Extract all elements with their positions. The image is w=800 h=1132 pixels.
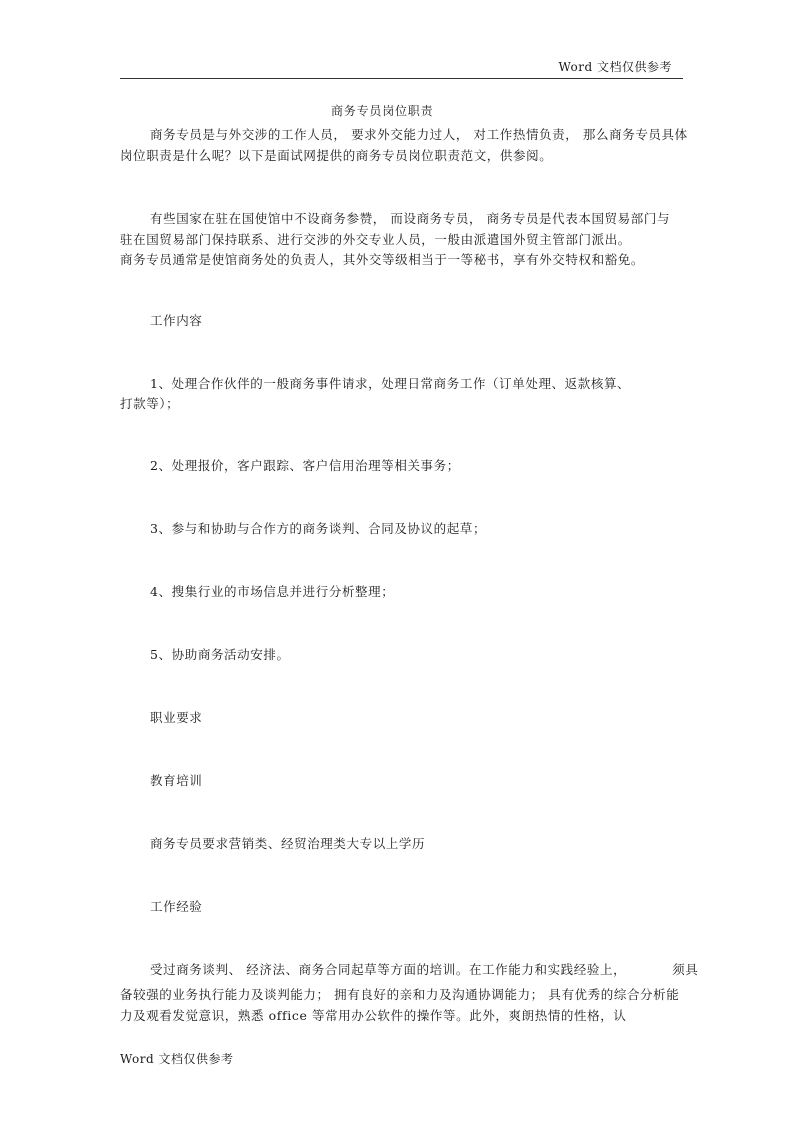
list-item-3: 3、参与和协助与合作方的商务谈判、合同及协议的起草； — [150, 521, 487, 536]
list-item-5: 5、协助商务活动安排。 — [150, 647, 290, 662]
page-footer-text: Word 文档仅供参考 — [120, 1052, 234, 1066]
education-text: 商务专员要求营销类、经贸治理类大专以上学历 — [150, 836, 426, 851]
experience-line-2: 备较强的业务执行能力及谈判能力； 拥有良好的亲和力及沟通协调能力； 具有优秀的综合分析能 — [120, 987, 680, 1002]
list-item-1-line-1: 1、处理合作伙伴的一般商务事件请求，处理日常商务工作（订单处理、返款核算、 — [150, 376, 631, 391]
section-heading-education: 教育培训 — [150, 773, 203, 788]
experience-line-1 — [150, 962, 698, 978]
intro-line-1: 商务专员是与外交涉的工作人员， 要求外交能力过人， 对工作热情负责， 那么商务专员具体 — [150, 127, 688, 142]
para1-line-1: 有些国家在驻在国使馆中不设商务参赞， 而设商务专员， 商务专员是代表本国贸易部门与 — [150, 211, 671, 226]
header-divider — [120, 78, 683, 79]
intro-line-2: 岗位职责是什么呢？以下是面试网提供的商务专员岗位职责范文，供参阅。 — [120, 148, 553, 163]
experience-line-3: 力及观看发觉意识，熟悉 office 等常用办公软件的操作等。此外，爽朗热情的性格，认 — [120, 1008, 627, 1023]
list-item-2: 2、处理报价，客户跟踪、客户信用治理等相关事务； — [150, 458, 460, 473]
section-heading-work: 工作内容 — [150, 313, 203, 328]
experience-line-1-text: 受过商务谈判、 经济法、商务合同起草等方面的培训。在工作能力和实践经验上， — [150, 962, 627, 977]
list-item-1-line-2: 打款等）； — [120, 396, 180, 411]
section-heading-experience: 工作经验 — [150, 899, 203, 914]
section-heading-requirements: 职业要求 — [150, 710, 203, 725]
para1-line-3: 商务专员通常是使馆商务处的负责人，其外交等级相当于一等秘书，享有外交特权和豁免。 — [120, 252, 645, 267]
document-title: 商务专员岗位职责 — [331, 104, 434, 118]
page-header-text: Word 文档仅供参考 — [558, 60, 672, 74]
list-item-4: 4、搜集行业的市场信息并进行分析整理； — [150, 584, 395, 599]
experience-line-1-tail: 须具 — [672, 962, 699, 977]
para1-line-2: 驻在国贸易部门保持联系、进行交涉的外交专业人员，一般由派遣国外贸主管部门派出。 — [120, 232, 631, 247]
